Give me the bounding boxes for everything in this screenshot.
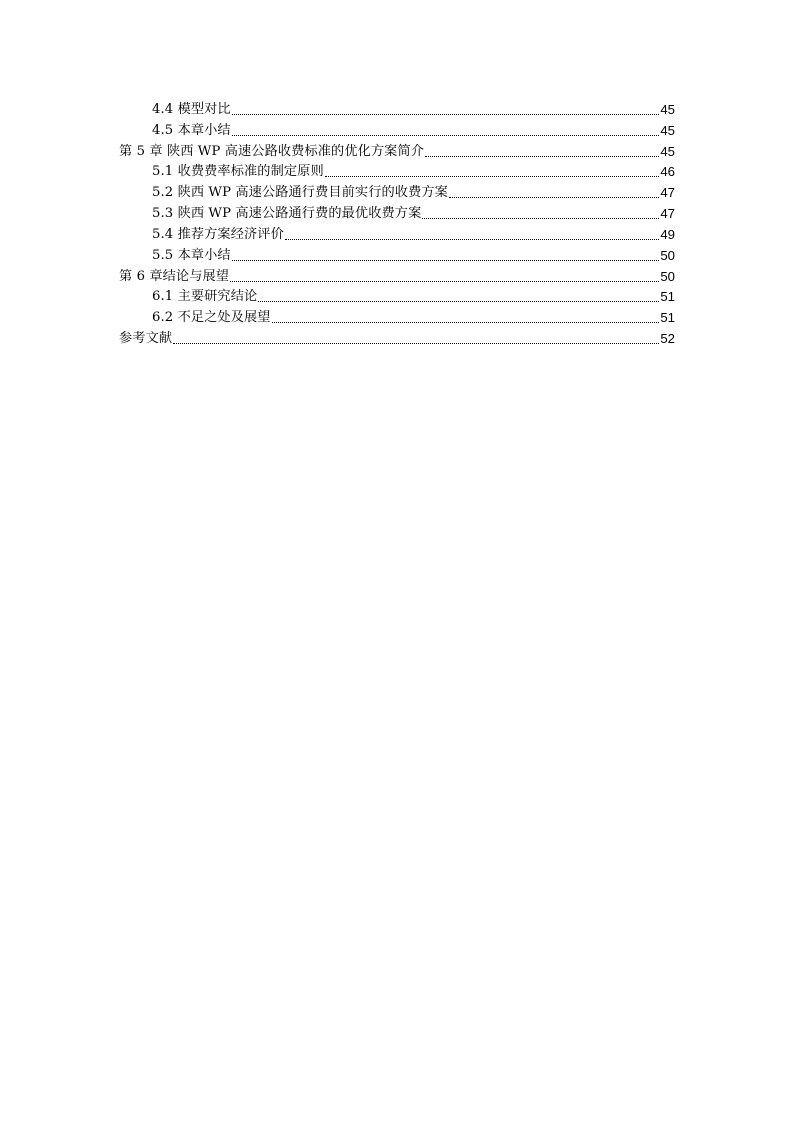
toc-entry-title: 5.5 本章小结 <box>152 247 231 263</box>
toc-entry-title: 5.4 推荐方案经济评价 <box>152 226 284 242</box>
toc-entry-page: 45 <box>660 143 675 159</box>
toc-entry[interactable] <box>119 180 675 201</box>
toc-entry-title: 6.1 主要研究结论 <box>152 289 258 305</box>
toc-entry-title: 5.3 陕西 WP 高速公路通行费的最优收费方案 <box>152 206 422 222</box>
toc-entry-page: 45 <box>660 122 675 138</box>
dot-leader <box>325 166 660 177</box>
toc-entry-page: 49 <box>660 226 675 242</box>
toc-entry[interactable] <box>119 222 675 243</box>
toc-entry-title: 参考文献 <box>119 331 173 347</box>
toc-entry-page: 52 <box>660 331 675 347</box>
toc-chapter-entry[interactable] <box>119 139 675 160</box>
dot-leader <box>258 291 659 302</box>
toc-entry-title: 5.1 收费费率标准的制定原则 <box>152 164 324 180</box>
toc-entry-page: 47 <box>660 206 675 222</box>
toc-entry-title: 5.2 陕西 WP 高速公路通行费目前实行的收费方案 <box>152 185 448 201</box>
dot-leader <box>173 333 659 344</box>
toc-entry[interactable] <box>119 243 675 264</box>
toc-entry-page: 50 <box>660 247 675 263</box>
toc-entry[interactable] <box>119 97 675 118</box>
dot-leader <box>449 187 659 198</box>
dot-leader <box>230 271 659 282</box>
toc-entry[interactable] <box>119 285 675 306</box>
toc-chapter-entry[interactable] <box>119 264 675 285</box>
dot-leader <box>425 146 659 157</box>
toc-entry-title: 6.2 不足之处及展望 <box>152 310 271 326</box>
toc-entry-page: 46 <box>660 164 675 180</box>
toc-entry-page: 45 <box>660 101 675 117</box>
dot-leader <box>285 229 659 240</box>
dot-leader <box>422 208 659 219</box>
toc-chapter-entry[interactable] <box>119 326 675 347</box>
toc-entry-page: 51 <box>660 310 675 326</box>
toc-entry[interactable] <box>119 305 675 326</box>
table-of-contents <box>119 97 675 347</box>
toc-entry-page: 51 <box>660 289 675 305</box>
toc-entry[interactable] <box>119 201 675 222</box>
toc-entry-title: 4.4 模型对比 <box>152 101 231 117</box>
toc-entry-page: 50 <box>660 268 675 284</box>
toc-entry-title: 第 5 章 陕西 WP 高速公路收费标准的优化方案简介 <box>119 143 425 159</box>
toc-entry-title: 第 6 章结论与展望 <box>119 268 230 284</box>
toc-entry[interactable] <box>119 118 675 139</box>
dot-leader <box>232 125 660 136</box>
toc-entry[interactable] <box>119 160 675 181</box>
dot-leader <box>232 104 660 115</box>
toc-entry-page: 47 <box>660 185 675 201</box>
dot-leader <box>272 312 660 323</box>
toc-entry-title: 4.5 本章小结 <box>152 122 231 138</box>
dot-leader <box>232 250 660 261</box>
